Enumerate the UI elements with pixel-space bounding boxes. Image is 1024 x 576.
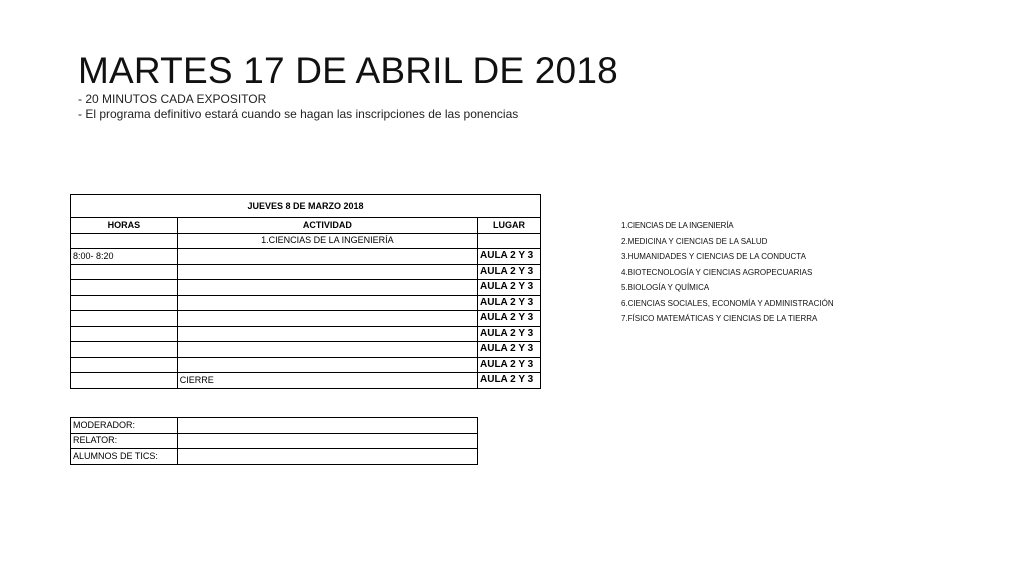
cell-actividad [177, 249, 477, 265]
subtitle-line: - El programa definitivo estará cuando se hagan las inscripciones de las ponencias [78, 107, 519, 121]
cell-actividad [177, 280, 477, 296]
cell-lugar: AULA 2 Y 3 [478, 295, 541, 311]
cell-actividad [177, 311, 477, 327]
column-headers [71, 218, 541, 234]
table-row [71, 280, 541, 296]
area-item: 3.HUMANIDADES Y CIENCIAS DE LA CONDUCTA [621, 252, 806, 261]
table-row [71, 342, 541, 358]
cell-horas [71, 357, 178, 373]
staff-row [71, 433, 478, 449]
table-row [71, 373, 541, 389]
column-header-actividad: ACTIVIDAD [177, 218, 477, 234]
area-item: 7.FÍSICO MATEMÁTICAS Y CIENCIAS DE LA TIERRA [621, 314, 818, 323]
schedule-table [70, 194, 541, 389]
area-item: 6.CIENCIAS SOCIALES, ECONOMÍA Y ADMINISTRACIÓN [621, 298, 834, 308]
cell-horas [71, 280, 178, 296]
table-row [71, 295, 541, 311]
staff-value [177, 418, 477, 434]
schedule-header-row [71, 195, 541, 218]
staff-row [71, 449, 478, 465]
section-row [71, 233, 541, 249]
slide-title: MARTES 17 DE ABRIL DE 2018 [78, 50, 618, 91]
cell-horas: 8:00- 8:20 [71, 249, 178, 265]
area-item: 2.MEDICINA Y CIENCIAS DE LA SALUD [621, 236, 768, 246]
area-item: 1.CIENCIAS DE LA INGENIERÍA [621, 221, 734, 230]
table-cell [71, 233, 178, 249]
table-row [71, 357, 541, 373]
cell-horas [71, 264, 178, 280]
table-row [71, 249, 541, 265]
table-row [71, 264, 541, 280]
cell-lugar: AULA 2 Y 3 [478, 264, 541, 280]
cell-actividad [177, 295, 477, 311]
subtitle-line: - 20 MINUTOS CADA EXPOSITOR [78, 92, 267, 106]
cell-lugar: AULA 2 Y 3 [478, 280, 541, 296]
cell-actividad [177, 326, 477, 342]
staff-label-alumnos: ALUMNOS DE TICS: [71, 449, 178, 465]
cell-lugar: AULA 2 Y 3 [478, 342, 541, 358]
cell-lugar: AULA 2 Y 3 [478, 311, 541, 327]
area-item: 5.BIOLOGÍA Y QUÍMICA [621, 283, 710, 292]
column-header-horas: HORAS [71, 218, 178, 234]
staff-value [177, 449, 477, 465]
staff-label-moderador: MODERADOR: [71, 418, 178, 434]
cell-horas [71, 326, 178, 342]
staff-label-relator: RELATOR: [71, 433, 178, 449]
cell-lugar: AULA 2 Y 3 [478, 357, 541, 373]
table-cell [478, 233, 541, 249]
cell-actividad [177, 342, 477, 358]
cell-lugar: AULA 2 Y 3 [478, 249, 541, 265]
area-item: 4.BIOTECNOLOGÍA Y CIENCIAS AGROPECUARIAS [621, 267, 813, 277]
cell-lugar: AULA 2 Y 3 [478, 373, 541, 389]
areas-list [621, 220, 834, 329]
table-row [71, 311, 541, 327]
cell-horas [71, 295, 178, 311]
cell-actividad [177, 264, 477, 280]
cell-horas [71, 342, 178, 358]
cell-lugar: AULA 2 Y 3 [478, 326, 541, 342]
cell-horas [71, 373, 178, 389]
cell-actividad [177, 357, 477, 373]
staff-table [70, 417, 478, 465]
column-header-lugar: LUGAR [478, 218, 541, 234]
staff-value [177, 433, 477, 449]
cell-actividad: CIERRE [177, 373, 477, 389]
cell-horas [71, 311, 178, 327]
schedule-date-header: JUEVES 8 DE MARZO 2018 [71, 195, 541, 218]
section-label: 1.CIENCIAS DE LA INGENIERÍA [177, 233, 477, 249]
staff-row [71, 418, 478, 434]
table-row [71, 326, 541, 342]
